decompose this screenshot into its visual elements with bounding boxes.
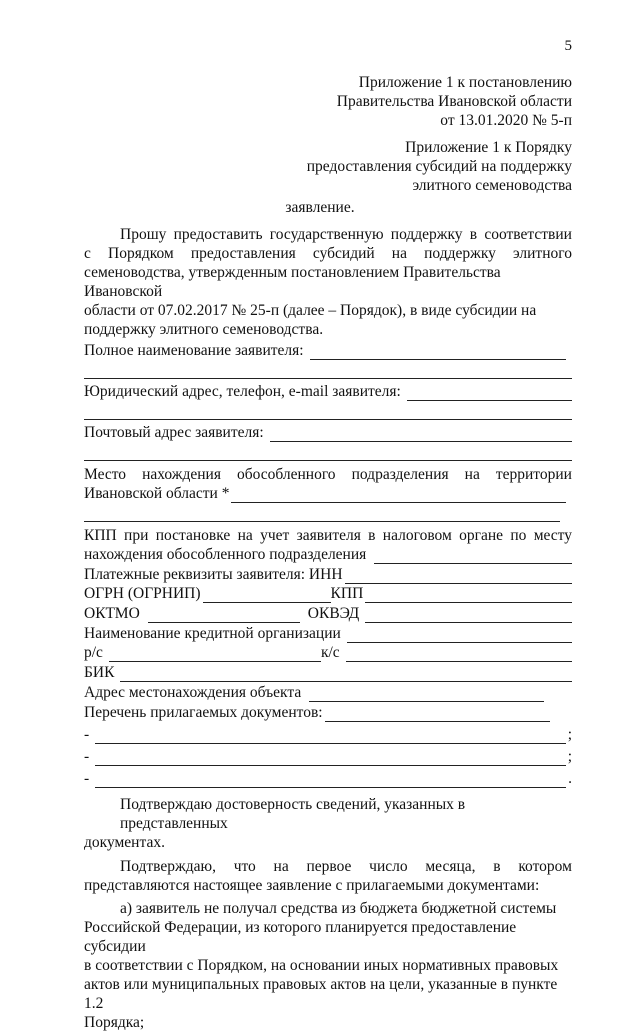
- word: с: [84, 245, 91, 262]
- word: число: [369, 858, 408, 875]
- ogrn-label: ОГРН (ОГРНИП): [84, 585, 201, 602]
- legal-address-field[interactable]: [407, 387, 572, 401]
- word: учет: [260, 527, 290, 544]
- ogrn-kpp-row: [84, 584, 572, 603]
- bank-field[interactable]: [347, 629, 572, 643]
- confirm2-line2: представляются настоящее заявление с прилагаемыми документами:: [84, 877, 540, 894]
- confirm-paragraph-1: [84, 795, 572, 852]
- header2-line3: элитного семеноводства: [412, 177, 572, 194]
- word: Порядком: [108, 245, 174, 262]
- item-a-line5: Порядка;: [84, 1014, 145, 1031]
- word: Прошу: [120, 226, 167, 243]
- kpp-label: КПП: [330, 585, 364, 602]
- document-body: [84, 225, 572, 1032]
- documents-field[interactable]: [325, 708, 550, 722]
- word: первое: [306, 858, 352, 875]
- location-label: Ивановской области *: [84, 485, 230, 502]
- word: по: [510, 527, 527, 544]
- item-a-paragraph: [84, 899, 572, 1032]
- word: месяца,: [425, 858, 476, 875]
- document-field-1[interactable]: [95, 730, 566, 744]
- intro-line1: [84, 225, 572, 244]
- kpp-location-field[interactable]: [374, 550, 572, 564]
- word: поддержку: [424, 245, 496, 262]
- location-row2: [84, 484, 572, 503]
- bank-row: [84, 623, 572, 643]
- full-name-label: Полное наименование заявителя:: [84, 342, 304, 359]
- word: нахождения: [142, 466, 221, 483]
- object-address-field[interactable]: [309, 688, 544, 702]
- legal-address-row: [84, 379, 572, 401]
- item-a-line1: а) заявитель не получал средства из бюджета бюджетной системы: [120, 900, 557, 917]
- word: территории: [495, 466, 572, 483]
- intro-line2: [84, 244, 572, 263]
- document-field-3[interactable]: [95, 774, 566, 788]
- word: при: [124, 527, 149, 544]
- document-title: заявление.: [285, 199, 355, 216]
- rs-label: р/с: [84, 644, 103, 661]
- postal-address-field-line2[interactable]: [84, 442, 572, 461]
- ks-field[interactable]: [346, 648, 572, 662]
- word: Подтверждаю,: [120, 858, 216, 875]
- location-line1: [84, 465, 572, 484]
- dash: -: [84, 726, 90, 743]
- item-a-line4: актов или муниципальных правовых актов на цели, указанные в пункте 1.2: [84, 976, 558, 1012]
- header2-line2: предоставления субсидий на поддержку: [306, 158, 572, 175]
- word: предоставить: [173, 226, 263, 243]
- postal-address-field[interactable]: [270, 428, 572, 442]
- oktmo-okved-row: [84, 603, 572, 623]
- word: субсидий: [312, 245, 375, 262]
- word: элитного: [513, 245, 572, 262]
- kpp-location-label: нахождения обособленного подразделения: [84, 546, 367, 563]
- word: поддержку: [390, 226, 463, 243]
- intro-line5: поддержку элитного семеноводства.: [84, 321, 324, 338]
- ks-label: к/с: [320, 644, 340, 661]
- word: заявителя: [296, 527, 361, 544]
- kpp-location-row2: [84, 545, 572, 564]
- word: котором: [518, 858, 572, 875]
- object-address-label: Адрес местонахождения объекта: [84, 684, 302, 701]
- postal-address-label: Почтовый адрес заявителя:: [84, 424, 264, 441]
- full-name-row: [84, 339, 572, 360]
- object-address-row: [84, 682, 572, 702]
- semicolon: ;: [567, 726, 572, 743]
- word: органе: [459, 527, 504, 544]
- word: месту: [533, 527, 572, 544]
- word: в: [368, 527, 376, 544]
- item-a-line2: Российской Федерации, из которого планируется предоставление субсидии: [84, 919, 517, 955]
- documents-label: Перечень прилагаемых документов:: [84, 704, 323, 721]
- legal-address-field-line2[interactable]: [84, 401, 572, 420]
- kpp-location-line1: [84, 526, 572, 545]
- document-item-2: [84, 744, 572, 766]
- intro-line3: семеноводства, утвержденным постановлением Правительства Ивановской: [84, 264, 501, 300]
- word: соответствии: [484, 226, 572, 243]
- full-name-field[interactable]: [310, 346, 566, 360]
- word: постановке: [155, 527, 231, 544]
- postal-address-row: [84, 420, 572, 442]
- word: подразделения: [351, 466, 449, 483]
- okved-label: ОКВЭД: [307, 605, 360, 622]
- period: .: [568, 770, 572, 787]
- documents-row: [84, 702, 572, 722]
- intro-paragraph: [84, 225, 572, 339]
- header1-line1: Приложение 1 к постановлению: [358, 74, 572, 91]
- confirm2-line1: [84, 857, 572, 876]
- word: на: [464, 466, 480, 483]
- dash: -: [84, 748, 90, 765]
- word: Место: [84, 466, 127, 483]
- word: на: [273, 858, 289, 875]
- confirm1-line1: Подтверждаю достоверность сведений, указанных в представленных: [120, 796, 466, 832]
- word: государственную: [269, 226, 384, 243]
- appendix-header-decree: [337, 73, 572, 130]
- payment-inn-label: Платежные реквизиты заявителя: ИНН: [84, 566, 343, 583]
- bik-label: БИК: [84, 664, 115, 681]
- word: налоговом: [382, 527, 452, 544]
- bik-row: [84, 662, 572, 682]
- word: обособленного: [236, 466, 336, 483]
- rs-field[interactable]: [109, 648, 321, 662]
- intro-line4: области от 07.02.2017 № 25-п (далее – Порядок), в виде субсидии на: [84, 302, 537, 319]
- okved-field[interactable]: [365, 609, 572, 623]
- oktmo-field[interactable]: [148, 609, 300, 623]
- bik-field[interactable]: [120, 668, 572, 682]
- word: в: [469, 226, 478, 243]
- document-item-3: [84, 766, 572, 788]
- legal-address-label: Юридический адрес, телефон, e-mail заявителя:: [84, 383, 401, 400]
- document-item-1: [84, 722, 572, 744]
- oktmo-label: ОКТМО: [84, 605, 140, 622]
- bank-label: Наименование кредитной организации: [84, 625, 341, 642]
- word: в: [493, 858, 501, 875]
- accounts-row: [84, 643, 572, 662]
- location-field-line2[interactable]: [84, 503, 560, 522]
- appendix-header-procedure: [307, 138, 572, 195]
- header1-line2: Правительства Ивановской области: [336, 93, 572, 110]
- kpp-field[interactable]: [365, 589, 572, 603]
- word: предоставления: [190, 245, 296, 262]
- word: КПП: [84, 527, 117, 544]
- word: что: [233, 858, 256, 875]
- word: на: [237, 527, 253, 544]
- confirm-paragraph-2: [84, 857, 572, 895]
- semicolon: ;: [567, 748, 572, 765]
- dash: -: [84, 770, 90, 787]
- inn-field[interactable]: [345, 570, 572, 584]
- header2-line1: Приложение 1 к Порядку: [405, 139, 572, 156]
- page-number: 5: [564, 38, 572, 54]
- location-field[interactable]: [231, 489, 566, 503]
- ogrn-field[interactable]: [203, 589, 331, 603]
- document-field-2[interactable]: [95, 752, 566, 766]
- item-a-line3: в соответствии с Порядком, на основании иных нормативных правовых: [84, 957, 559, 974]
- word: на: [391, 245, 407, 262]
- confirm1-line2: документах.: [84, 834, 165, 851]
- full-name-field-line2[interactable]: [84, 360, 572, 379]
- payment-inn-row: [84, 564, 572, 584]
- header1-line3: от 13.01.2020 № 5-п: [440, 112, 572, 129]
